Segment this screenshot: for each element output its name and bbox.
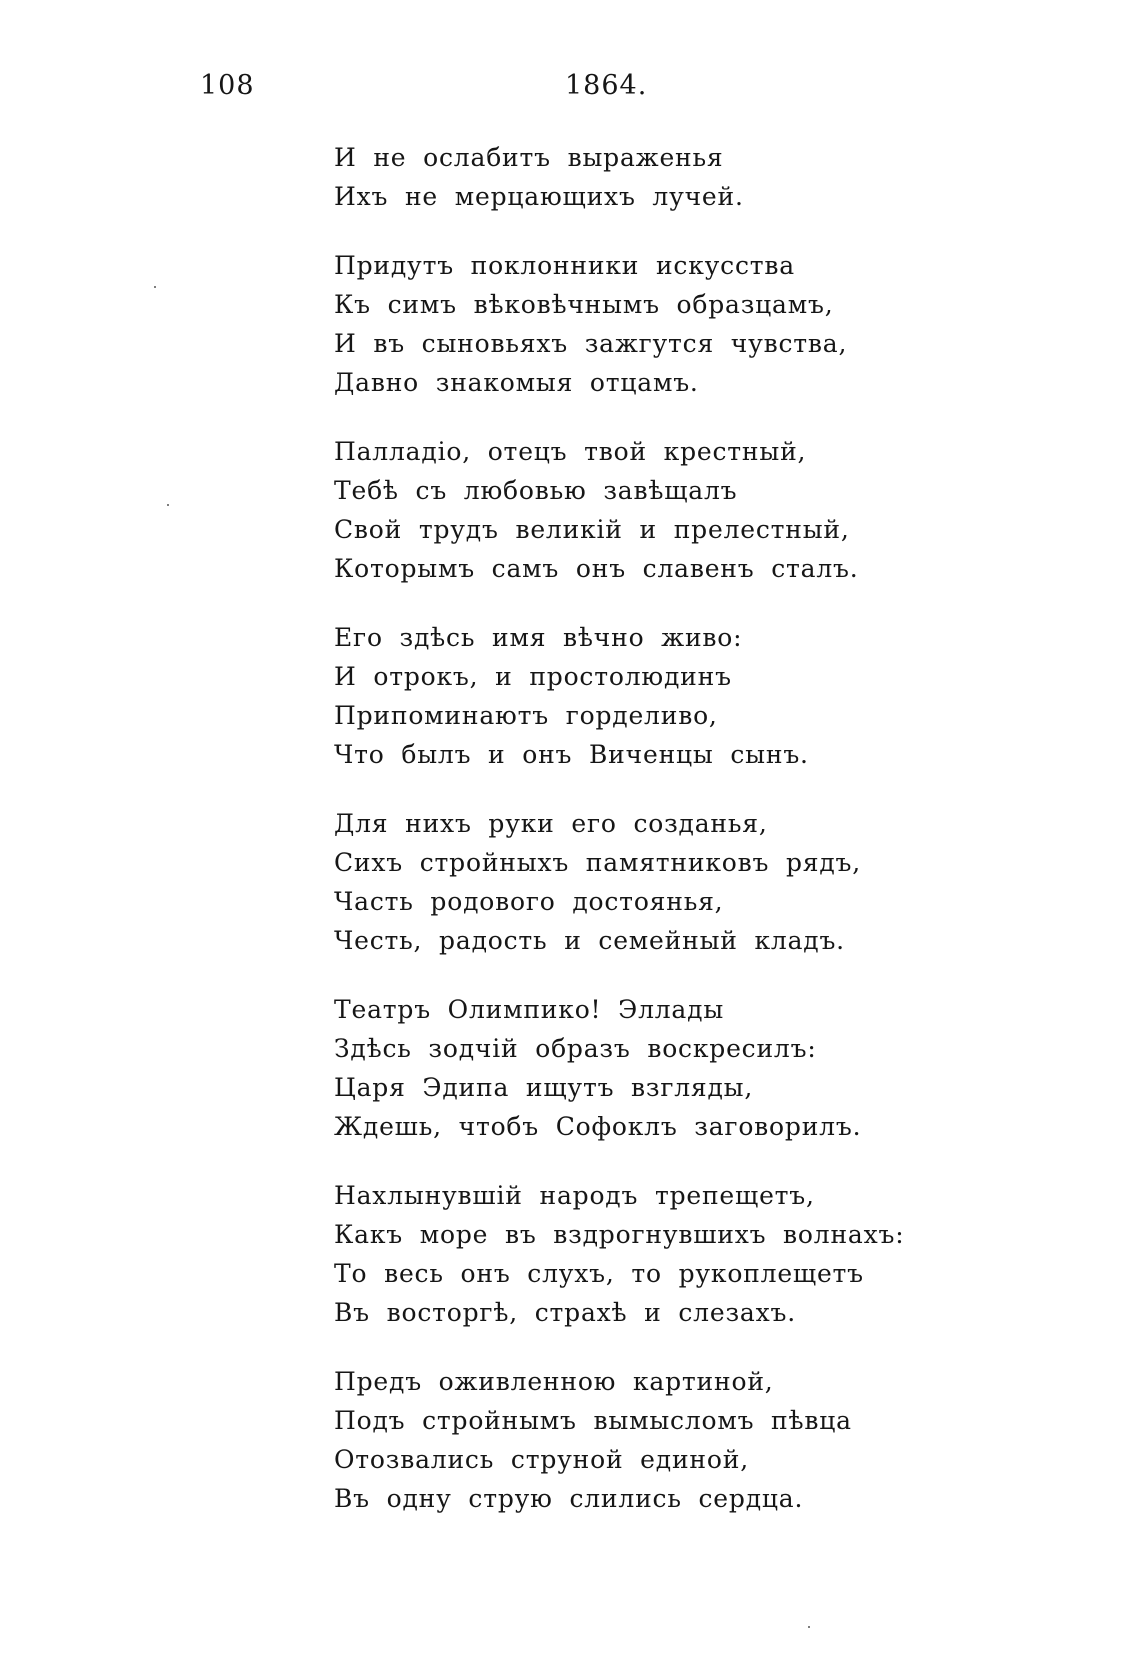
poem-line: И не ослабитъ выраженья	[334, 143, 724, 172]
poem-line: Театръ Олимпико! Эллады	[334, 995, 725, 1024]
poem-line: Давно знакомыя отцамъ.	[334, 368, 699, 397]
poem-line: Подъ стройнымъ вымысломъ пѣвца	[334, 1406, 852, 1435]
poem-line: И въ сыновьяхъ зажгутся чувства,	[334, 329, 848, 358]
poem-line: И отрокъ, и простолюдинъ	[334, 662, 732, 691]
stanza	[334, 618, 1054, 774]
poem-line: Свой трудъ великій и прелестный,	[334, 515, 850, 544]
paper-speck	[808, 1626, 810, 1628]
stanza	[334, 432, 1054, 588]
poem-line: Сихъ стройныхъ памятниковъ рядъ,	[334, 848, 861, 877]
poem-line: Придутъ поклонники искусства	[334, 251, 795, 280]
stanza	[334, 1176, 1054, 1332]
poem-line: Къ симъ вѣковѣчнымъ образцамъ,	[334, 290, 834, 319]
poem-line: Въ восторгѣ, страхѣ и слезахъ.	[334, 1298, 796, 1327]
poem-line: Предъ оживленною картиной,	[334, 1367, 774, 1396]
poem-line: Которымъ самъ онъ славенъ сталъ.	[334, 554, 859, 583]
stanza	[334, 246, 1054, 402]
poem-line: Тебѣ съ любовью завѣщалъ	[334, 476, 738, 505]
poem-line: Нахлынувшій народъ трепещетъ,	[334, 1181, 815, 1210]
poem-line: То весь онъ слухъ, то рукоплещетъ	[334, 1259, 864, 1288]
poem-line: Часть родового достоянья,	[334, 887, 724, 916]
poem-line: Въ одну струю слились сердца.	[334, 1484, 804, 1513]
poem-body	[334, 138, 1054, 1548]
poem-line: Палладіо, отецъ твой крестный,	[334, 437, 807, 466]
running-header-year: 1864.	[565, 70, 648, 101]
paper-speck	[167, 504, 169, 506]
page-number: 108	[200, 70, 255, 101]
paper-speck	[154, 286, 156, 288]
poem-line: Его здѣсь имя вѣчно живо:	[334, 623, 743, 652]
poem-line: Ждешь, чтобъ Софоклъ заговорилъ.	[334, 1112, 862, 1141]
stanza	[334, 138, 1054, 216]
poem-line: Какъ море въ вздрогнувшихъ волнахъ:	[334, 1220, 905, 1249]
poem-line: Здѣсь зодчій образъ воскресилъ:	[334, 1034, 817, 1063]
stanza	[334, 990, 1054, 1146]
stanza	[334, 1362, 1054, 1518]
poem-line: Царя Эдипа ищутъ взгляды,	[334, 1073, 754, 1102]
poem-line: Что былъ и онъ Виченцы сынъ.	[334, 740, 809, 769]
stanza	[334, 804, 1054, 960]
poem-line: Отозвались струной единой,	[334, 1445, 749, 1474]
poem-line: Припоминаютъ горделиво,	[334, 701, 718, 730]
poem-line: Честь, радость и семейный кладъ.	[334, 926, 845, 955]
poem-line: Ихъ не мерцающихъ лучей.	[334, 182, 744, 211]
poem-line: Для нихъ руки его созданья,	[334, 809, 768, 838]
